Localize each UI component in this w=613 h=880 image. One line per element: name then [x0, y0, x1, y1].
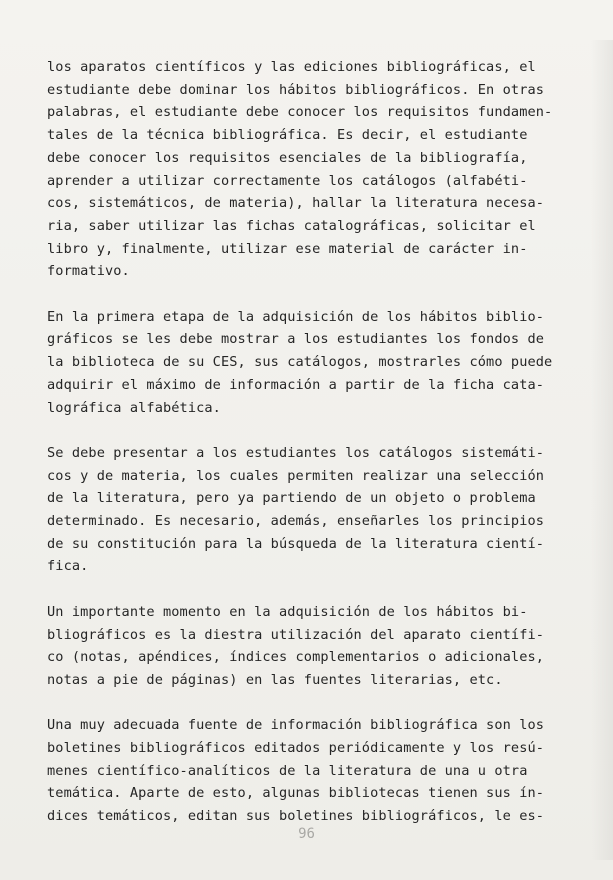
- text-line: lográfica alfabética.: [47, 399, 221, 416]
- paragraph-4: [47, 601, 595, 692]
- text-line: estudiante debe dominar los hábitos bibliográficos. En otras: [47, 81, 545, 98]
- text-line: temática. Aparte de esto, algunas bibliotecas tienen sus ín-: [47, 785, 545, 802]
- text-line: ria, saber utilizar las fichas catalográficas, solicitar el: [47, 217, 536, 234]
- paragraph-5: [47, 714, 595, 828]
- text-line: co (notas, apéndices, índices complementarios o adicionales,: [47, 649, 545, 666]
- text-line: bliográficos es la diestra utilización del aparato científi-: [47, 626, 545, 643]
- text-line: notas a pie de páginas) en las fuentes literarias, etc.: [47, 671, 503, 688]
- paragraph-1: [47, 56, 595, 283]
- text-line: En la primera etapa de la adquisición de los hábitos biblio-: [47, 308, 545, 325]
- text-line: determinado. Es necesario, además, enseñarles los principios: [47, 513, 545, 530]
- text-line: cos y de materia, los cuales permiten realizar una selección: [47, 467, 545, 484]
- text-line: los aparatos científicos y las ediciones bibliográficas, el: [47, 59, 536, 75]
- text-line: Un importante momento en la adquisición de los hábitos bi-: [47, 603, 528, 620]
- body-text: [47, 56, 595, 851]
- page-number: 96: [298, 826, 315, 842]
- text-line: debe conocer los requisitos esenciales de la bibliografía,: [47, 149, 528, 166]
- text-line: dices temáticos, editan sus boletines bibliográficos, le es-: [47, 808, 545, 825]
- text-line: boletines bibliográficos editados periódicamente y los resú-: [47, 740, 545, 757]
- text-line: de la literatura, pero ya partiendo de un objeto o problema: [47, 490, 536, 507]
- paragraph-3: [47, 442, 595, 578]
- text-line: adquirir el máximo de información a partir de la ficha cata-: [47, 376, 545, 393]
- text-line: tales de la técnica bibliográfica. Es decir, el estudiante: [47, 127, 528, 144]
- text-line: de su constitución para la búsqueda de la literatura cientí-: [47, 535, 545, 552]
- text-line: fica.: [47, 558, 89, 575]
- paragraph-2: [47, 306, 595, 420]
- text-line: libro y, finalmente, utilizar ese material de carácter in-: [47, 240, 528, 257]
- text-line: gráficos se les debe mostrar a los estudiantes los fondos de: [47, 331, 545, 348]
- text-line: Una muy adecuada fuente de información bibliográfica son los: [47, 717, 545, 734]
- text-line: la biblioteca de su CES, sus catálogos, mostrarles cómo puede: [47, 354, 553, 371]
- text-line: palabras, el estudiante debe conocer los requisitos fundamen-: [47, 104, 553, 121]
- text-line: aprender a utilizar correctamente los catálogos (alfabéti-: [47, 172, 528, 189]
- text-line: menes científico-analíticos de la literatura de una u otra: [47, 762, 528, 779]
- text-line: formativo.: [47, 263, 130, 280]
- text-line: cos, sistemáticos, de materia), hallar la literatura necesa-: [47, 195, 545, 212]
- text-line: Se debe presentar a los estudiantes los catálogos sistemáti-: [47, 444, 545, 461]
